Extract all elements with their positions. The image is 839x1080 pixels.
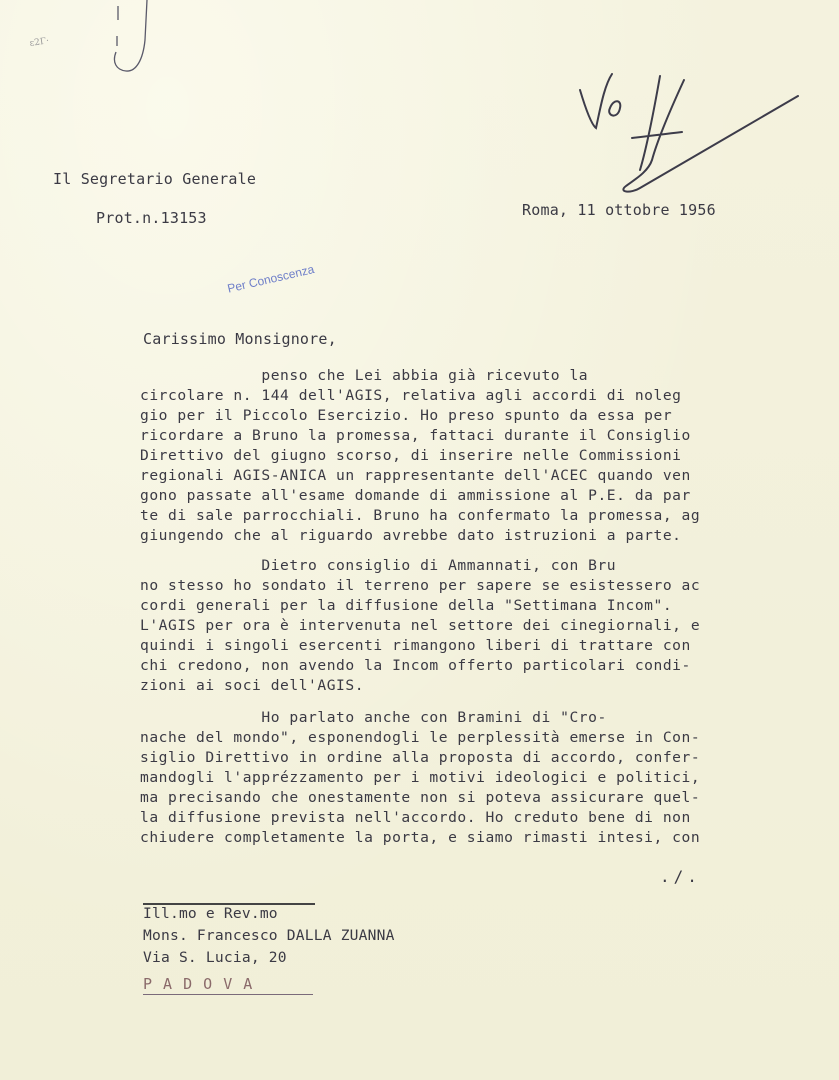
body-line: ricordare a Bruno la promessa, fattaci durante il Consiglio (140, 427, 691, 444)
body-line: gono passate all'esame domande di ammissione al P.E. da par (140, 487, 691, 504)
continuation-mark: ./. (660, 867, 701, 886)
body-line: gio per il Piccolo Esercizio. Ho preso spunto da essa per (140, 407, 673, 424)
salutation: Carissimo Monsignore, (143, 330, 337, 348)
recipient-street: Via S. Lucia, 20 (143, 949, 287, 966)
body-line: Dietro consiglio di Ammannati, con Bru (140, 557, 617, 574)
pencil-scribble: ε2Γ· (29, 36, 50, 49)
body-line: siglio Direttivo in ordine alla proposta di accordo, confer- (140, 749, 701, 766)
body-line: giungendo che al riguardo avrebbe dato istruzioni a parte. (140, 527, 682, 544)
body-line: cordi generali per la diffusione della "Settimana Incom". (140, 597, 673, 614)
body-line: Direttivo del giugno scorso, di inserire nelle Commissioni (140, 447, 682, 464)
protocol-number: Prot.n.13153 (96, 209, 207, 227)
per-conoscenza-stamp: Per Conoscenza (226, 262, 316, 296)
recipient-honorific: Ill.mo e Rev.mo (143, 905, 278, 922)
pencil-mark-top (114, 0, 147, 71)
body-line: quindi i singoli esercenti rimangono liberi di trattare con (140, 637, 691, 654)
place-date: Roma, 11 ottobre 1956 (522, 201, 716, 219)
body-line: la diffusione prevista nell'accordo. Ho creduto bene di non (140, 809, 691, 826)
body-line: Ho parlato anche con Bramini di "Cro- (140, 709, 607, 726)
body-line: mandogli l'apprézzamento per i motivi ideologici e politici, (140, 769, 701, 786)
recipient-city: P A D O V A (143, 975, 254, 993)
handwritten-initials (580, 74, 798, 192)
body-line: te di sale parrocchiali. Bruno ha confermato la promessa, ag (140, 507, 701, 524)
city-underline (143, 994, 313, 995)
sender-title: Il Segretario Generale (53, 170, 257, 188)
body-line: no stesso ho sondato il terreno per sapere se esistessero ac (140, 577, 701, 594)
body-line: circolare n. 144 dell'AGIS, relativa agli accordi di noleg (140, 387, 682, 404)
body-line: regionali AGIS-ANICA un rappresentante dell'ACEC quando ven (140, 467, 691, 484)
body-line: ma precisando che onestamente non si poteva assicurare quel- (140, 789, 701, 806)
body-line: L'AGIS per ora è intervenuta nel settore dei cinegiornali, e (140, 617, 701, 634)
body-line: zioni ai soci dell'AGIS. (140, 677, 365, 694)
recipient-name: Mons. Francesco DALLA ZUANNA (143, 927, 395, 944)
body-line: penso che Lei abbia già ricevuto la (140, 367, 589, 384)
body-line: chi credono, non avendo la Incom offerto particolari condi- (140, 657, 691, 674)
body-line: nache del mondo", esponendogli le perplessità emerse in Con- (140, 729, 701, 746)
body-line: chiudere completamente la porta, e siamo rimasti intesi, con (140, 829, 701, 846)
